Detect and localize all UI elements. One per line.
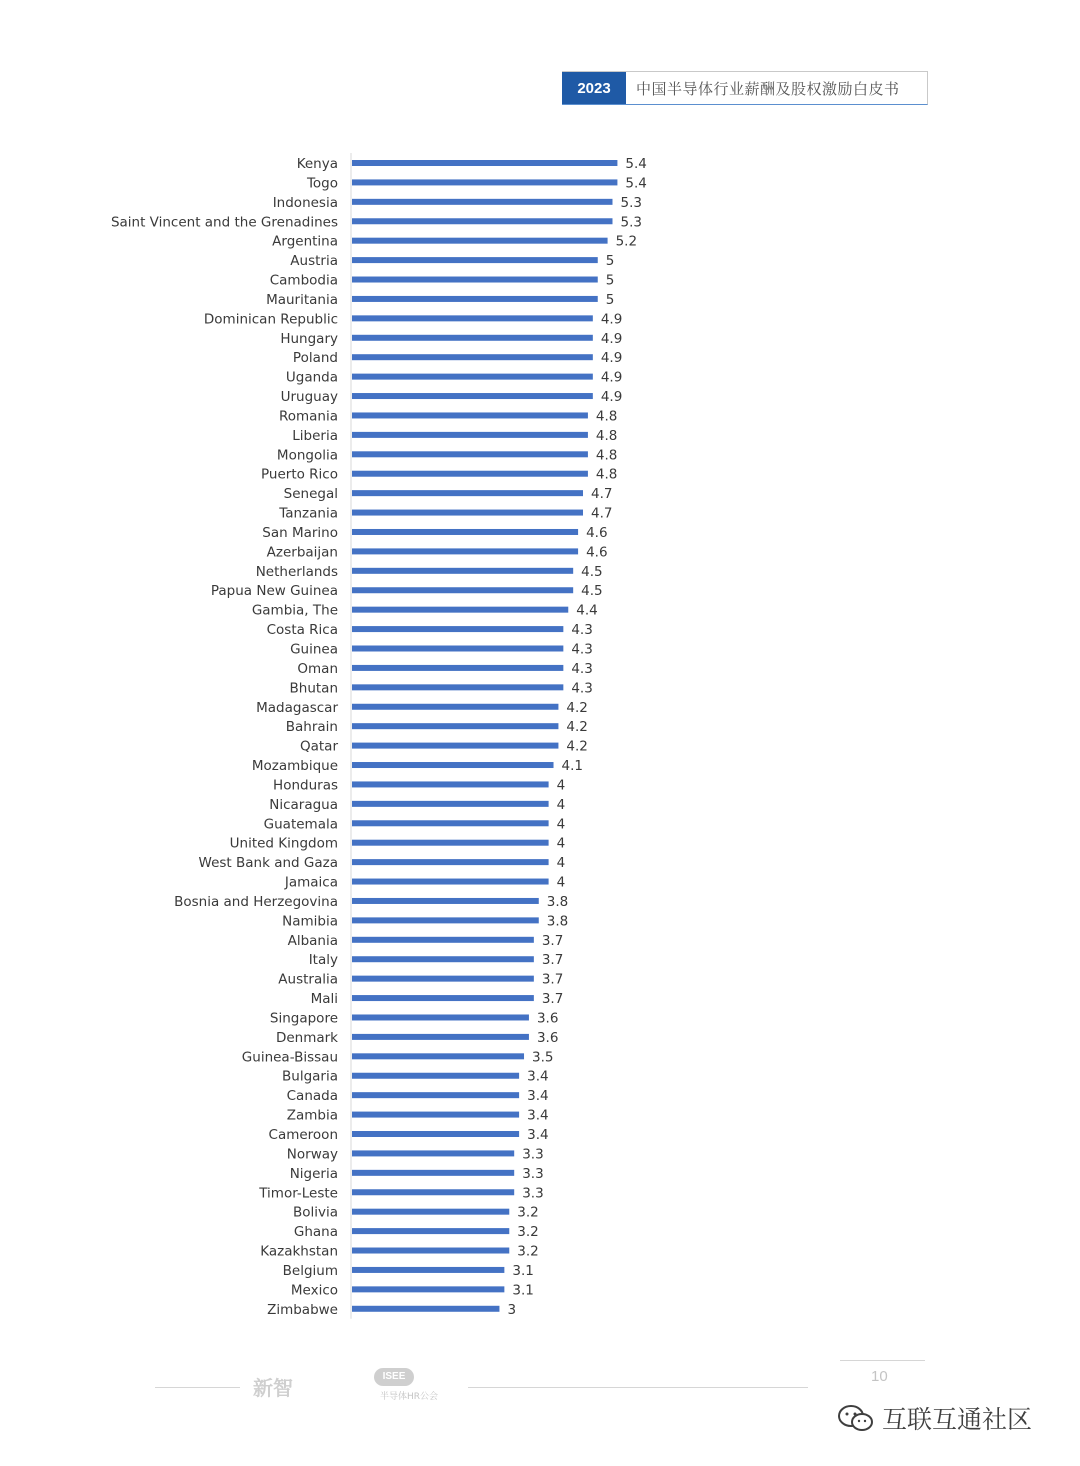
data-label: 3.6 bbox=[536, 1010, 559, 1027]
category-label: Belgium bbox=[282, 1262, 338, 1279]
bar bbox=[352, 1073, 519, 1079]
bar bbox=[352, 898, 539, 904]
bar bbox=[352, 781, 549, 787]
bar bbox=[352, 218, 612, 224]
data-label: 3.1 bbox=[512, 1262, 534, 1279]
report-year: 2023 bbox=[562, 72, 626, 104]
bar bbox=[352, 704, 558, 710]
bar bbox=[352, 937, 534, 943]
data-label: 4.9 bbox=[600, 350, 623, 367]
data-label: 4.8 bbox=[595, 408, 618, 425]
data-label: 4.4 bbox=[576, 602, 598, 619]
category-label: Guinea bbox=[290, 641, 338, 658]
data-label: 3.7 bbox=[541, 971, 564, 988]
data-label: 4.3 bbox=[571, 680, 593, 697]
data-label: 3.2 bbox=[517, 1243, 539, 1260]
page-footer bbox=[0, 1340, 1080, 1466]
bar bbox=[352, 820, 549, 826]
category-label: Australia bbox=[278, 971, 338, 988]
data-label: 4.9 bbox=[600, 369, 623, 386]
category-label: San Marino bbox=[262, 524, 338, 541]
footer-rule-right bbox=[840, 1360, 925, 1361]
category-label: Zambia bbox=[286, 1107, 338, 1124]
data-label: 5.2 bbox=[615, 233, 638, 250]
bar bbox=[352, 1209, 509, 1215]
bar bbox=[352, 510, 583, 516]
category-label: Netherlands bbox=[255, 563, 338, 580]
bar bbox=[352, 684, 563, 690]
category-label: Italy bbox=[308, 952, 338, 969]
data-label: 5.4 bbox=[625, 175, 647, 192]
category-label: Cameroon bbox=[268, 1127, 338, 1143]
bar bbox=[352, 1150, 514, 1156]
data-label: 4.5 bbox=[581, 563, 603, 580]
bar bbox=[352, 315, 593, 321]
data-label: 4.3 bbox=[571, 660, 593, 677]
category-label: Papua New Guinea bbox=[210, 583, 338, 600]
data-label: 4 bbox=[556, 874, 566, 891]
category-label: West Bank and Gaza bbox=[198, 855, 338, 872]
category-label: Mongolia bbox=[276, 447, 338, 464]
data-label: 3.4 bbox=[527, 1068, 549, 1085]
data-label: 3.3 bbox=[522, 1165, 544, 1182]
data-label: 4.8 bbox=[595, 447, 618, 464]
bar bbox=[352, 1034, 529, 1040]
category-label: Mozambique bbox=[251, 758, 338, 775]
bar bbox=[352, 1131, 519, 1137]
data-label: 4.6 bbox=[586, 544, 608, 561]
data-label: 3.4 bbox=[527, 1088, 549, 1105]
category-label: Cambodia bbox=[269, 272, 338, 289]
bar bbox=[352, 956, 534, 962]
category-label: Liberia bbox=[292, 427, 338, 444]
category-label: Albania bbox=[287, 932, 338, 949]
bar bbox=[352, 490, 583, 496]
isee-logo-subtitle: 半导体HR公会 bbox=[380, 1392, 439, 1402]
category-label: Puerto Rico bbox=[261, 466, 338, 483]
data-label: 5.4 bbox=[625, 156, 647, 172]
data-label: 4 bbox=[556, 777, 566, 794]
category-label: Bolivia bbox=[292, 1204, 338, 1221]
data-label: 5 bbox=[605, 272, 615, 289]
data-label: 3.3 bbox=[522, 1146, 544, 1163]
bar bbox=[352, 1170, 514, 1176]
bar bbox=[352, 646, 563, 652]
data-label: 4.5 bbox=[581, 583, 603, 600]
data-label: 4.2 bbox=[566, 699, 588, 716]
category-label: United Kingdom bbox=[229, 835, 338, 852]
data-label: 3.6 bbox=[536, 1029, 559, 1046]
bar bbox=[352, 1306, 499, 1312]
data-label: 3.8 bbox=[546, 893, 569, 910]
category-label: Mali bbox=[310, 991, 338, 1008]
report-title: 中国半导体行业薪酬及股权激励白皮书 bbox=[636, 79, 900, 98]
data-label: 3.7 bbox=[541, 952, 564, 969]
data-label: 5 bbox=[605, 291, 615, 308]
bar bbox=[352, 1248, 509, 1254]
data-label: 3.7 bbox=[541, 932, 564, 949]
bar bbox=[352, 976, 534, 982]
category-label: Hungary bbox=[280, 330, 338, 347]
data-label: 3.5 bbox=[532, 1049, 554, 1066]
bar bbox=[352, 859, 549, 865]
category-label: Qatar bbox=[299, 738, 338, 755]
category-label: Uruguay bbox=[280, 389, 338, 406]
bar bbox=[352, 335, 593, 341]
data-label: 4.3 bbox=[571, 641, 593, 658]
bar bbox=[352, 374, 593, 380]
category-label: Mexico bbox=[290, 1282, 338, 1299]
bar bbox=[352, 1053, 524, 1059]
data-label: 4 bbox=[556, 855, 566, 872]
data-label: 3.2 bbox=[517, 1224, 539, 1241]
data-label: 4.6 bbox=[586, 524, 608, 541]
bar bbox=[352, 277, 598, 283]
category-label: Guinea-Bissau bbox=[241, 1049, 338, 1066]
data-label: 3.3 bbox=[522, 1185, 544, 1202]
bar bbox=[352, 801, 549, 807]
bar bbox=[352, 607, 568, 613]
data-label: 5.3 bbox=[620, 194, 642, 211]
bar bbox=[352, 354, 593, 360]
data-label: 4.7 bbox=[591, 486, 613, 503]
bar bbox=[352, 762, 554, 768]
data-label: 4.7 bbox=[591, 505, 613, 522]
category-label: Timor-Leste bbox=[259, 1185, 338, 1202]
data-label: 4.3 bbox=[571, 622, 593, 639]
category-label: Tanzania bbox=[279, 505, 338, 522]
data-label: 3 bbox=[507, 1301, 517, 1318]
category-label: Kazakhstan bbox=[260, 1243, 338, 1260]
data-label: 4.2 bbox=[566, 719, 588, 736]
bar bbox=[352, 626, 563, 632]
category-label: Ghana bbox=[293, 1224, 338, 1241]
category-label: Honduras bbox=[273, 777, 338, 794]
bar bbox=[352, 257, 598, 263]
category-label: Argentina bbox=[272, 233, 338, 250]
bar bbox=[352, 723, 558, 729]
page-number: 10 bbox=[871, 1368, 888, 1385]
footer-rule-left bbox=[155, 1387, 240, 1388]
data-label: 3.2 bbox=[517, 1204, 539, 1221]
category-label: Oman bbox=[297, 660, 338, 677]
category-label: Bhutan bbox=[289, 680, 338, 697]
bar bbox=[352, 587, 573, 593]
category-label: Bulgaria bbox=[282, 1068, 338, 1085]
data-label: 3.4 bbox=[527, 1127, 549, 1143]
category-label: Denmark bbox=[275, 1029, 338, 1046]
category-label: Bahrain bbox=[285, 719, 338, 736]
watermark-text: 互联互通社区 bbox=[882, 1405, 1033, 1434]
watermark bbox=[836, 1400, 1032, 1436]
data-label: 4.8 bbox=[595, 466, 618, 483]
category-label: Namibia bbox=[282, 913, 338, 930]
category-label: Uganda bbox=[285, 369, 338, 386]
data-label: 3.8 bbox=[546, 913, 569, 930]
bar bbox=[352, 1112, 519, 1118]
isee-logo: ISEE bbox=[374, 1368, 414, 1386]
bar bbox=[352, 1014, 529, 1020]
bar bbox=[352, 1228, 509, 1234]
data-label: 3.4 bbox=[527, 1107, 549, 1124]
bar bbox=[352, 665, 563, 671]
bar bbox=[352, 179, 617, 185]
category-label: Gambia, The bbox=[251, 602, 338, 619]
bar bbox=[352, 879, 549, 885]
category-label: Nicaragua bbox=[269, 796, 338, 813]
category-label: Nigeria bbox=[289, 1165, 338, 1182]
category-label: Poland bbox=[292, 350, 338, 367]
bar bbox=[352, 995, 534, 1001]
category-label: Zimbabwe bbox=[267, 1301, 338, 1318]
data-label: 4 bbox=[556, 835, 566, 852]
category-label: Azerbaijan bbox=[266, 544, 338, 561]
bar bbox=[352, 840, 549, 846]
data-label: 5 bbox=[605, 253, 615, 270]
data-label: 4 bbox=[556, 796, 566, 813]
category-label: Indonesia bbox=[272, 194, 338, 211]
category-label: Romania bbox=[278, 408, 338, 425]
category-label: Costa Rica bbox=[266, 622, 338, 639]
data-label: 3.7 bbox=[541, 991, 564, 1008]
xinzhi-logo: 新智 bbox=[253, 1376, 293, 1400]
category-label: Mauritania bbox=[266, 291, 338, 308]
bar bbox=[352, 451, 588, 457]
category-label: Dominican Republic bbox=[203, 311, 338, 328]
bar bbox=[352, 296, 598, 302]
data-label: 4.9 bbox=[600, 389, 623, 406]
bar bbox=[352, 529, 578, 535]
bar bbox=[352, 1286, 504, 1292]
category-label: Senegal bbox=[283, 486, 338, 503]
category-label: Jamaica bbox=[284, 874, 338, 891]
category-label: Austria bbox=[290, 253, 338, 270]
bar bbox=[352, 471, 588, 477]
data-label: 3.1 bbox=[512, 1282, 534, 1299]
wechat-icon bbox=[836, 1403, 876, 1433]
category-label: Guatemala bbox=[263, 816, 338, 833]
data-label: 4.8 bbox=[595, 427, 618, 444]
category-label: Singapore bbox=[269, 1010, 338, 1027]
bar bbox=[352, 1267, 504, 1273]
bar bbox=[352, 548, 578, 554]
data-label: 4.1 bbox=[561, 758, 583, 775]
data-label: 5.3 bbox=[620, 214, 642, 231]
category-label: Saint Vincent and the Grenadines bbox=[110, 214, 338, 231]
bar bbox=[352, 238, 608, 244]
category-label: Kenya bbox=[296, 156, 338, 172]
bar bbox=[352, 393, 593, 399]
bar bbox=[352, 917, 539, 923]
category-label: Norway bbox=[286, 1146, 338, 1163]
bar bbox=[352, 743, 558, 749]
bar bbox=[352, 199, 612, 205]
data-label: 4 bbox=[556, 816, 566, 833]
bar bbox=[352, 568, 573, 574]
bar bbox=[352, 1189, 514, 1195]
category-label: Togo bbox=[306, 175, 338, 192]
bar bbox=[352, 1092, 519, 1098]
bar bbox=[352, 412, 588, 418]
bar bbox=[352, 432, 588, 438]
data-label: 4.9 bbox=[600, 330, 623, 347]
data-label: 4.2 bbox=[566, 738, 588, 755]
category-label: Bosnia and Herzegovina bbox=[174, 893, 338, 910]
bar bbox=[352, 160, 617, 166]
footer-rule-mid bbox=[468, 1387, 808, 1388]
category-label: Canada bbox=[286, 1088, 338, 1105]
category-label: Madagascar bbox=[256, 699, 338, 716]
data-label: 4.9 bbox=[600, 311, 623, 328]
